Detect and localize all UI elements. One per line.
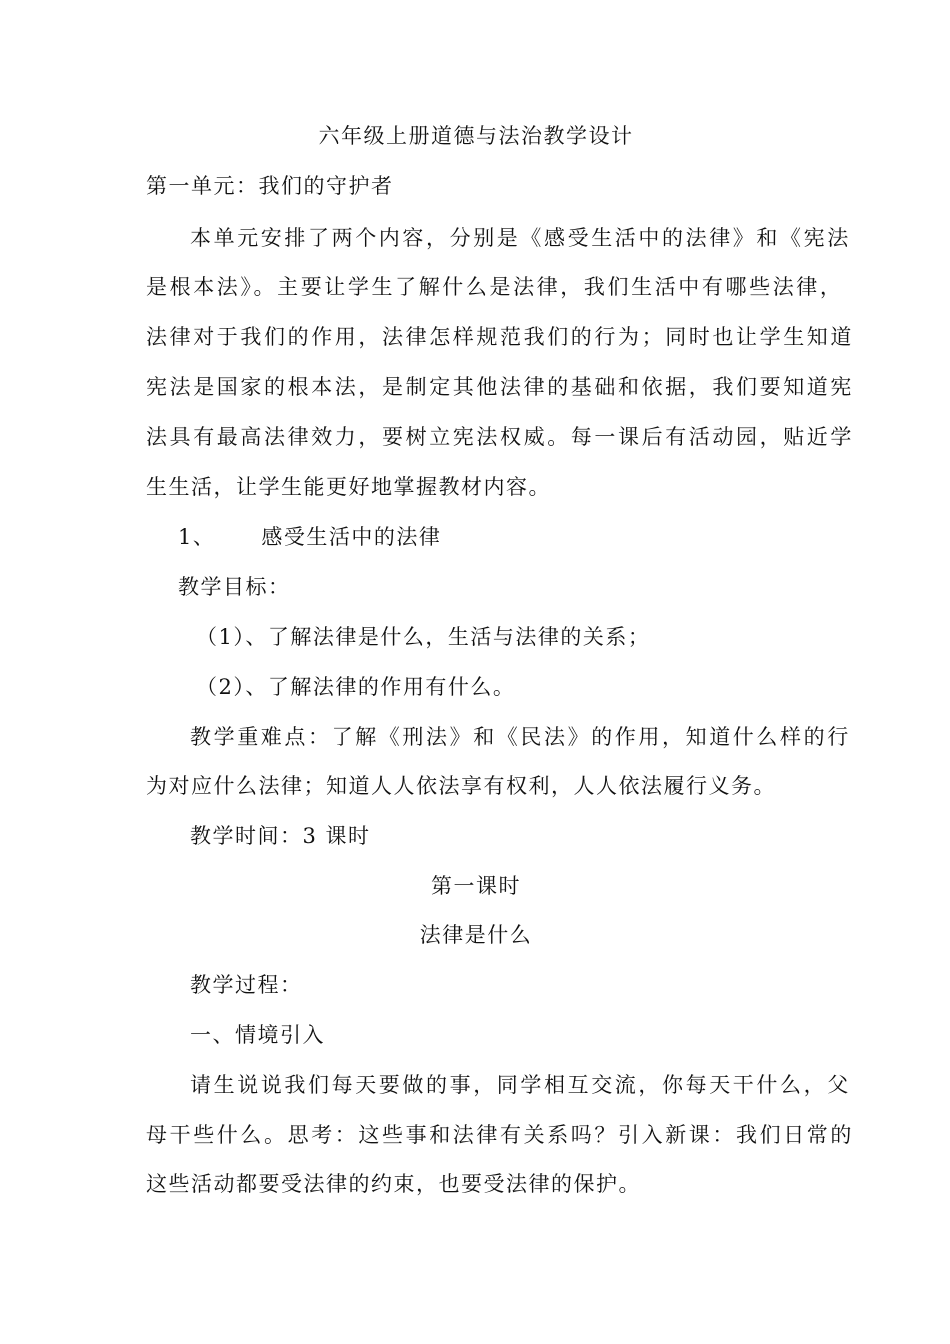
period-heading: 第一课时 — [431, 874, 521, 898]
intro-line: 生生活，让学生能更好地掌握教材内容。 — [146, 475, 551, 499]
lesson-heading — [178, 522, 858, 552]
objectives-label: 教学目标： — [178, 575, 291, 599]
intro-line: 法律对于我们的作用，法律怎样规范我们的行为；同时也让学生知道 — [146, 325, 854, 349]
section-line: 请生说说我们每天要做的事，同学相互交流，你每天干什么，父 — [190, 1073, 851, 1097]
teaching-time: 教学时间：3 课时 — [190, 824, 371, 848]
objective-item: （1）、了解法律是什么，生活与法律的关系； — [196, 625, 651, 649]
objective-item: （2）、了解法律的作用有什么。 — [196, 675, 516, 699]
key-points-line: 为对应什么法律；知道人人依法享有权利，人人依法履行义务。 — [146, 774, 776, 798]
document-title: 六年级上册道德与法治教学设计 — [318, 124, 634, 148]
unit-heading: 第一单元：我们的守护者 — [146, 174, 394, 198]
intro-line: 本单元安排了两个内容，分别是《感受生活中的法律》和《宪法 — [190, 226, 851, 250]
section-heading: 一、情境引入 — [190, 1023, 325, 1047]
section-line: 母干些什么。思考：这些事和法律有关系吗？引入新课：我们日常的 — [146, 1123, 854, 1147]
lesson-number: 1、 — [178, 525, 216, 549]
lesson-title: 感受生活中的法律 — [261, 525, 442, 549]
intro-line: 是根本法》。主要让学生了解什么是法律，我们生活中有哪些法律， — [146, 275, 844, 299]
intro-line: 法具有最高法律效力，要树立宪法权威。每一课后有活动园，贴近学 — [146, 425, 854, 449]
process-label: 教学过程： — [190, 973, 303, 997]
key-points-line: 教学重难点：了解《刑法》和《民法》的作用，知道什么样的行 — [190, 725, 851, 749]
period-subheading: 法律是什么 — [419, 923, 533, 947]
section-line: 这些活动都要受法律的约束，也要受法律的保护。 — [146, 1172, 641, 1196]
intro-line: 宪法是国家的根本法，是制定其他法律的基础和依据，我们要知道宪 — [146, 375, 854, 399]
